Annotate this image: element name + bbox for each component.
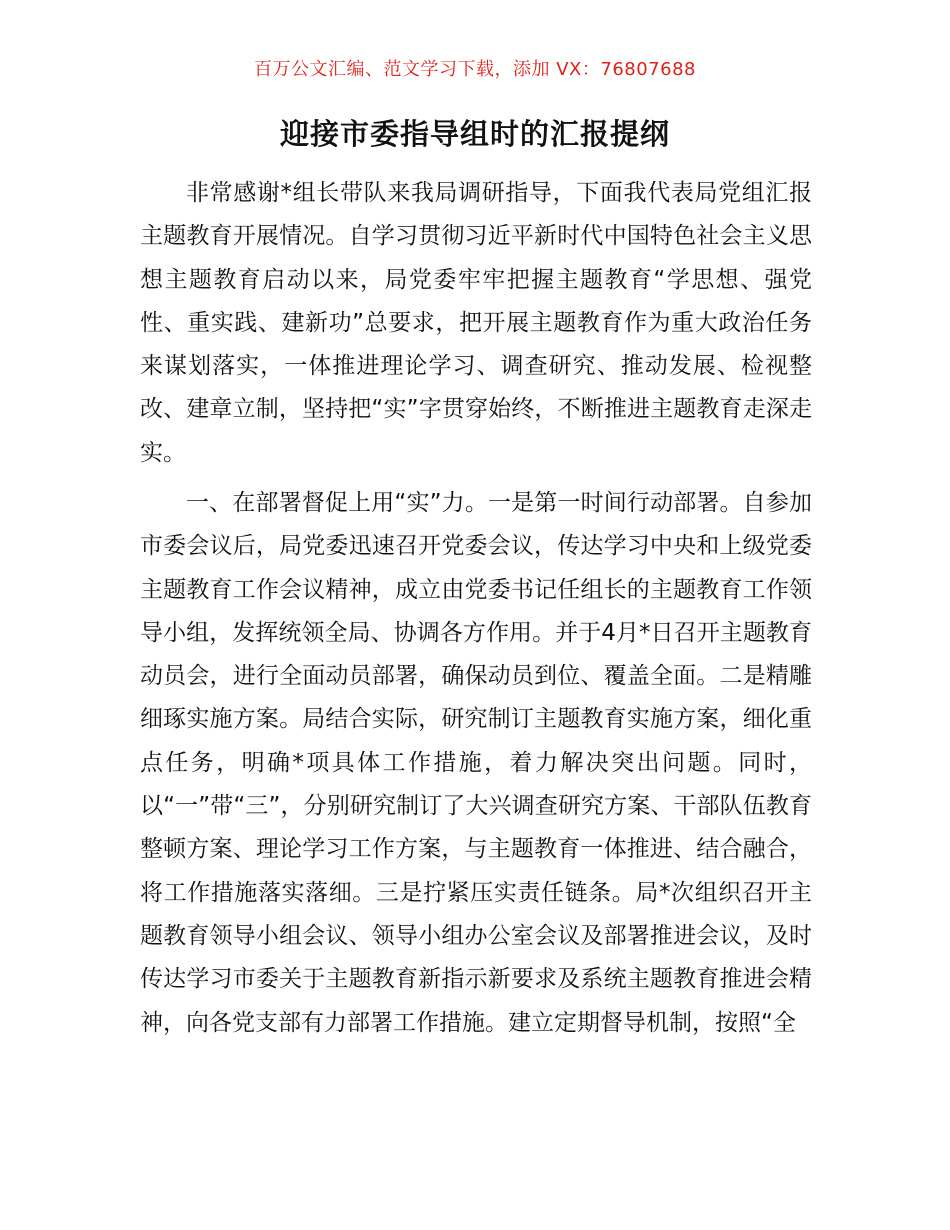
document-title: 迎接市委指导组时的汇报提纲: [279, 117, 670, 151]
paragraph-intro: 非常感谢*组长带队来我局调研指导，下面我代表局党组汇报主题教育开展情况。自学习贯彻习近平新时代中国特色社会主义思想主题教育启动以来，局党委牢牢把握主题教育“学思想、强党性、重实践、建新功”总要求，把开展主题教育作为重大政治任务来谋划落实，一体推进理论学习、调查研究、推动发展、检视整改、建章立制，坚持把“实”字贯穿始终，不断推进主题教育走深走实。: [140, 180, 812, 466]
header-note: 百万公文汇编、范文学习下载，添加 VX：76807688: [254, 59, 696, 80]
paragraph-section-one: 一、在部署督促上用“实”力。一是第一时间行动部署。自参加市委会议后，局党委迅速召开党委会议，传达学习中央和上级党委主题教育工作会议精神，成立由党委书记任组长的主题教育工作领导小组，发挥统领全局、协调各方作用。并于4月*日召开主题教育动员会，进行全面动员部署，确保动员到位、覆盖全面。二是精雕细琢实施方案。局结合实际，研究制订主题教育实施方案，细化重点任务，明确*项具体工作措施，着力解决突出问题。同时，以“一”带“三”，分别研究制订了大兴调查研究方案、干部队伍教育整顿方案、理论学习工作方案，与主题教育一体推进、结合融合，将工作措施落实落细。三是拧紧压实责任链条。局*次组织召开主题教育领导小组会议、领导小组办公室会议及部署推进会议，及时传达学习市委关于主题教育新指示新要求及系统主题教育推进会精神，向各党支部有力部署工作措施。建立定期督导机制，按照“全: [140, 490, 812, 1036]
